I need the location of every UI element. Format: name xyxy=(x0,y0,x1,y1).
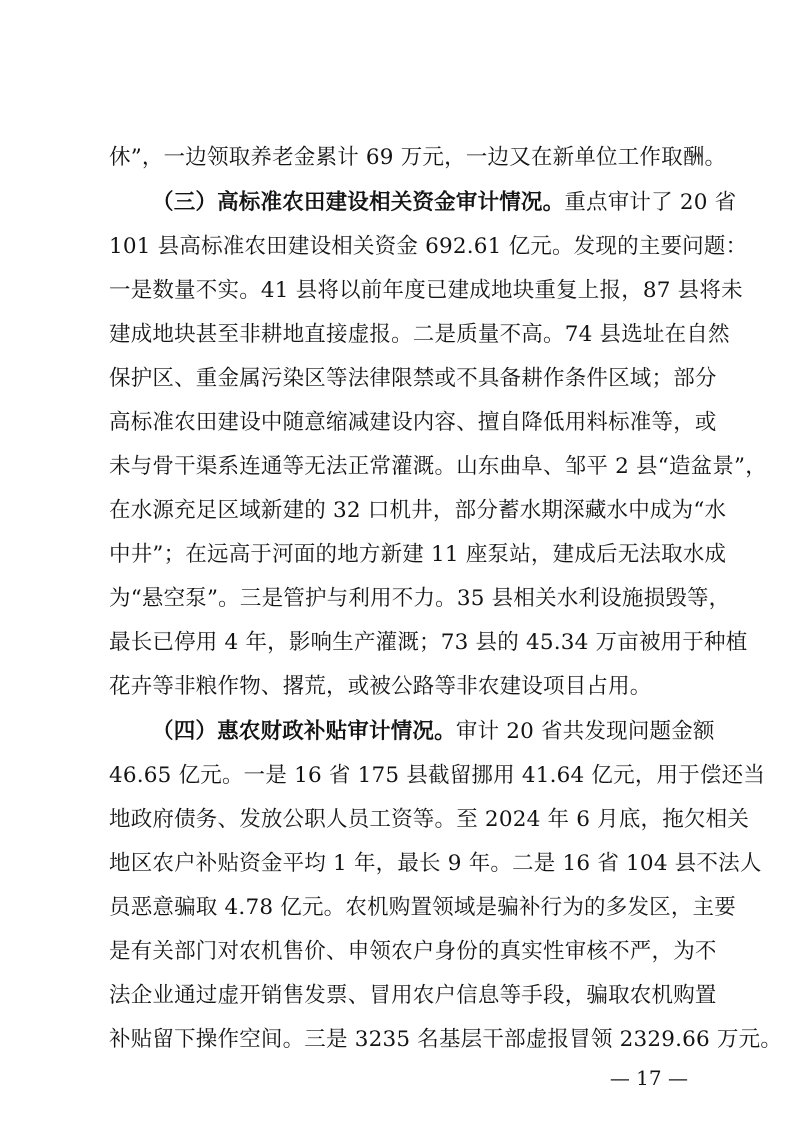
text-line: 花卉等非粮作物、撂荒，或被公路等非农建设项目占用。 xyxy=(109,674,652,699)
text-line: 补贴留下操作空间。三是 3235 名基层干部虚报冒领 2329.66 万元。 xyxy=(109,1027,783,1052)
text-line: 一是数量不实。41 县将以前年度已建成地块重复上报，87 县将未 xyxy=(109,278,743,303)
text-line: 建成地块甚至非耕地直接虚报。二是质量不高。74 县选址在自然 xyxy=(109,322,730,347)
text-line: 在水源充足区域新建的 32 口机井，部分蓄水期深藏水中成为“水 xyxy=(109,498,727,523)
section-heading: （三）高标准农田建设相关资金审计情况。 xyxy=(152,190,565,215)
text-line: 是有关部门对农机售价、申领农户身份的真实性审核不严，为不 xyxy=(109,939,717,964)
page-number: — 17 — xyxy=(609,1066,688,1090)
text-line: 最长已停用 4 年，影响生产灌溉；73 县的 45.34 万亩被用于种植 xyxy=(109,630,748,655)
section-intro: 重点审计了 20 省 xyxy=(564,190,737,215)
text-line: 地区农户补贴资金平均 1 年，最长 9 年。二是 16 省 104 县不法人 xyxy=(109,851,762,876)
text-line: 保护区、重金属污染区等法律限禁或不具备耕作条件区域；部分 xyxy=(109,366,717,391)
section-heading-line xyxy=(152,184,737,222)
text-line: 地政府债务、发放公职人员工资等。至 2024 年 6 月底，拖欠相关 xyxy=(109,807,750,832)
section-intro: 审计 20 省共发现问题金额 xyxy=(455,719,715,744)
text-line: 高标准农田建设中随意缩减建设内容、擅自降低用料标准等，或 xyxy=(109,410,717,435)
text-line: 休”，一边领取养老金累计 69 万元，一边又在新单位工作取酬。 xyxy=(109,145,727,170)
text-line: 46.65 亿元。一是 16 省 175 县截留挪用 41.64 亿元，用于偿还当 xyxy=(109,763,766,788)
text-line: 法企业通过虚开销售发票、冒用农户信息等手段，骗取农机购置 xyxy=(109,983,717,1008)
section-heading: （四）惠农财政补贴审计情况。 xyxy=(152,719,456,744)
text-line: 员恶意骗取 4.78 亿元。农机购置领域是骗补行为的多发区，主要 xyxy=(109,895,736,920)
text-line: 中井”；在远高于河面的地方新建 11 座泵站，建成后无法取水成 xyxy=(109,542,727,567)
text-line: 101 县高标准农田建设相关资金 692.61 亿元。发现的主要问题： xyxy=(109,234,748,259)
section-heading-line xyxy=(152,713,715,751)
text-line: 为“悬空泵”。三是管护与利用不力。35 县相关水利设施损毁等， xyxy=(109,586,731,611)
text-line: 未与骨干渠系连通等无法正常灌溉。山东曲阜、邹平 2 县“造盆景”， xyxy=(109,454,767,479)
